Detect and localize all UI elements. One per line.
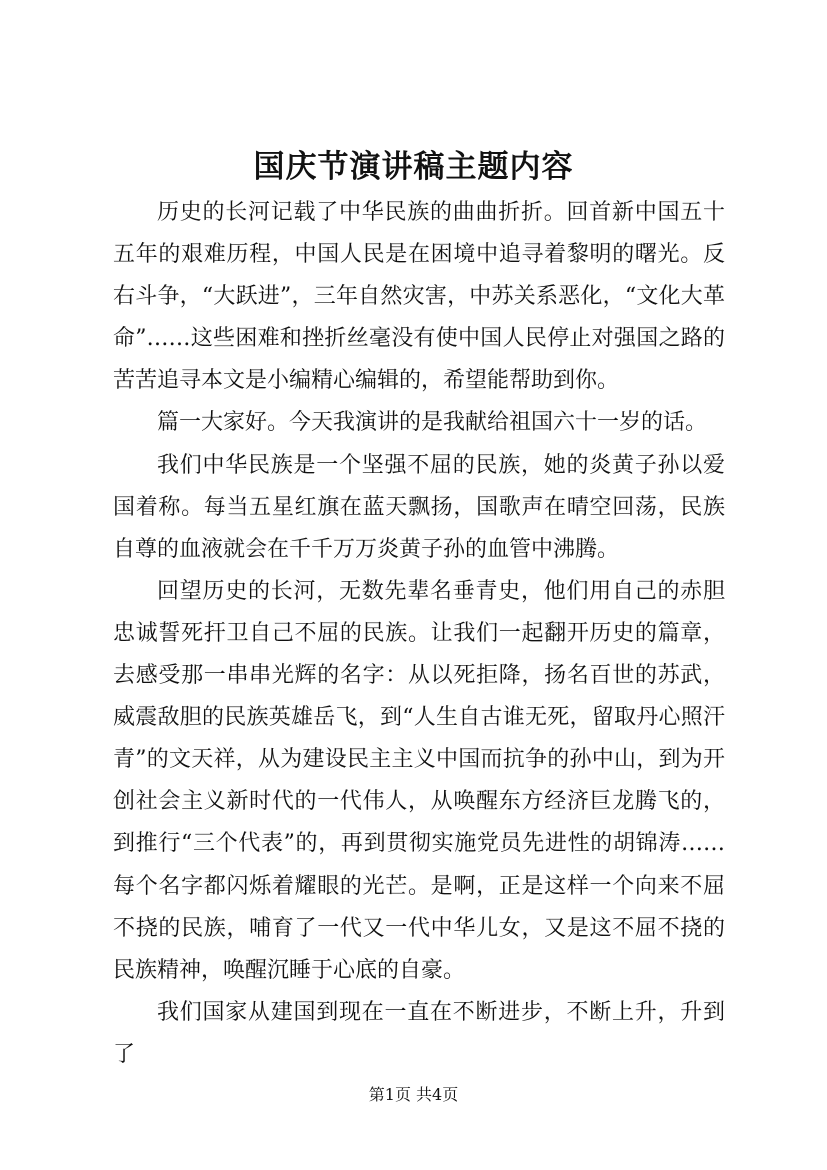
document-body bbox=[113, 192, 725, 1076]
page-number: 第1页 共4页 bbox=[368, 1085, 459, 1104]
paragraph-intro: 历史的长河记载了中华民族的曲曲折折。回首新中国五十五年的艰难历程，中国人民是在困境中追寻着黎明的曙光。反右斗争，“大跃进”，三年自然灾害，中苏关系恶化，“文化大革命”……这些困难和挫折丝毫没有使中国人民停止对强国之路的苦苦追寻本文是小编精心编辑的，希望能帮助到你。 bbox=[113, 200, 725, 394]
paragraph-history: 回望历史的长河，无数先辈名垂青史，他们用自己的赤胆忠诚誓死扞卫自己不屈的民族。让我们一起翻开历史的篇章，去感受那一串串光辉的名字：从以死拒降，扬名百世的苏武，威震敌胆的民族英雄岳飞，到“人生自古谁无死，留取丹心照汗青”的文天祥，从为建设民主主义中国而抗争的孙中山，到为开创社会主义新时代的一代伟人，从唤醒东方经济巨龙腾飞的，到推行“三个代表”的，再到贯彻实施党员先进性的胡锦涛……每个名字都闪烁着耀眼的光芒。是啊，正是这样一个向来不屈不挠的民族，哺育了一代又一代中华儿女，又是这不屈不挠的民族精神，唤醒沉睡于心底的自豪。 bbox=[113, 578, 725, 983]
page-footer bbox=[0, 1084, 827, 1106]
paragraph-nation: 我们中华民族是一个坚强不屈的民族，她的炎黄子孙以爱国着称。每当五星红旗在蓝天飘扬，国歌声在晴空回荡，民族自尊的血液就会在千千万万炎黄子孙的血管中沸腾。 bbox=[113, 452, 725, 562]
paragraph-progress: 我们国家从建国到现在一直在不断进步，不断上升，升到了 bbox=[113, 999, 725, 1067]
paragraph-greeting: 篇一大家好。今天我演讲的是我献给祖国六十一岁的话。 bbox=[157, 410, 708, 436]
document-title: 国庆节演讲稿主题内容 bbox=[253, 149, 574, 185]
